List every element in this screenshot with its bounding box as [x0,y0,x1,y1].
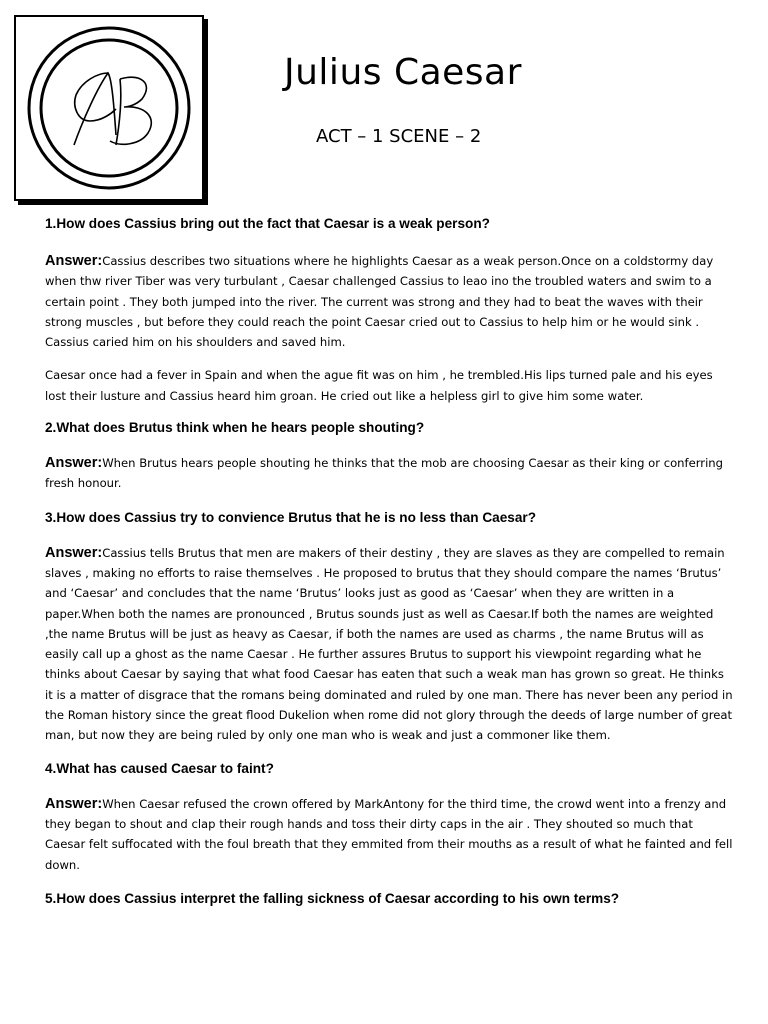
answer-1-extra: Caesar once had a fever in Spain and when the ague fit was on him , he trembled.His lips turned pale and his eyes lost their lusture and Cassius heard him groan. He cried out like a helpless girl to give him some water. [45,368,713,403]
page-title: Julius Caesar [284,52,522,93]
answer-4 [45,794,735,875]
question-list [45,214,735,909]
question-3: 3.How does Cassius try to convience Brutus that he is no less than Caesar? [45,509,537,525]
logo [14,15,204,201]
answer-2-text: When Brutus hears people shouting he thinks that the mob are choosing Caesar as their king or conferring fresh honour. [45,456,723,491]
answer-3 [45,543,735,746]
answer-3-text: Cassius tells Brutus that men are makers of their destiny , they are slaves as they are compelled to remain slaves , making no efforts to raise themselves . He proposed to brutus that they should compare the names ‘Brutus’ and ‘Caesar’ and concludes that the name ‘Brutus’ looks just as good as ‘Caesar’ when they are written in a paper.When both the names are pronounced , Brutus sounds just as well as Caesar.If both the names are weighted ,the name Brutus will be just as heavy as Caesar, if both the names are used as charms , the name Brutus will as easily call up a ghost as the name Caesar . He further assures Brutus to support his viewpoint regarding what he thinks about Caesar by saying that what food Caesar has eaten that such a weak man has grown so great. He thinks it is a matter of disgrace that the romans being dominated and ruled by one man. There has never been any period in the Roman history since the great flood Dukelion when rome did not glory through the deeds of large number of great man, but now they are being ruled by only one man who is weak and just a commoner like them. [45,545,733,743]
answer-1 [45,251,735,352]
question-1: 1.How does Cassius bring out the fact that Caesar is a weak person? [45,216,490,231]
answer-1-text: Cassius describes two situations where he highlights Caesar as a weak person.Once on a coldstormy day when thw river Tiber was very turbulant , Caesar challenged Cassius to leao ino the troubled waters and swim to a certain point . They both jumped into the river. The current was strong and they had to beat the waves with their strong muscles , but before they could reach the point Caesar cried out to Cassius to help him or he would sink . Cassius caried him on his shoulders and saved him. [45,254,714,350]
answer-label: Answer: [45,795,103,812]
answer-label: Answer: [45,455,103,472]
answer-label: Answer: [45,544,103,561]
answer-2 [45,453,735,494]
question-5: 5.How does Cassius interpret the falling sickness of Caesar according to his own terms? [45,890,620,906]
answer-label: Answer: [45,253,103,269]
question-2: 2.What does Brutus think when he hears people shouting? [45,420,425,436]
monogram-seal-icon [16,17,202,199]
page-subtitle: ACT – 1 SCENE – 2 [316,126,482,147]
question-4: 4.What has caused Caesar to faint? [45,760,274,776]
answer-4-text: When Caesar refused the crown offered by MarkAntony for the third time, the crowd went into a frenzy and they began to shout and clap their rough hands and toss their dirty caps in the air . They shouted so much that Caesar felt suffocated with the foul breath that they emmited from their mouths as a result of what he fainted and fell down. [45,796,733,872]
